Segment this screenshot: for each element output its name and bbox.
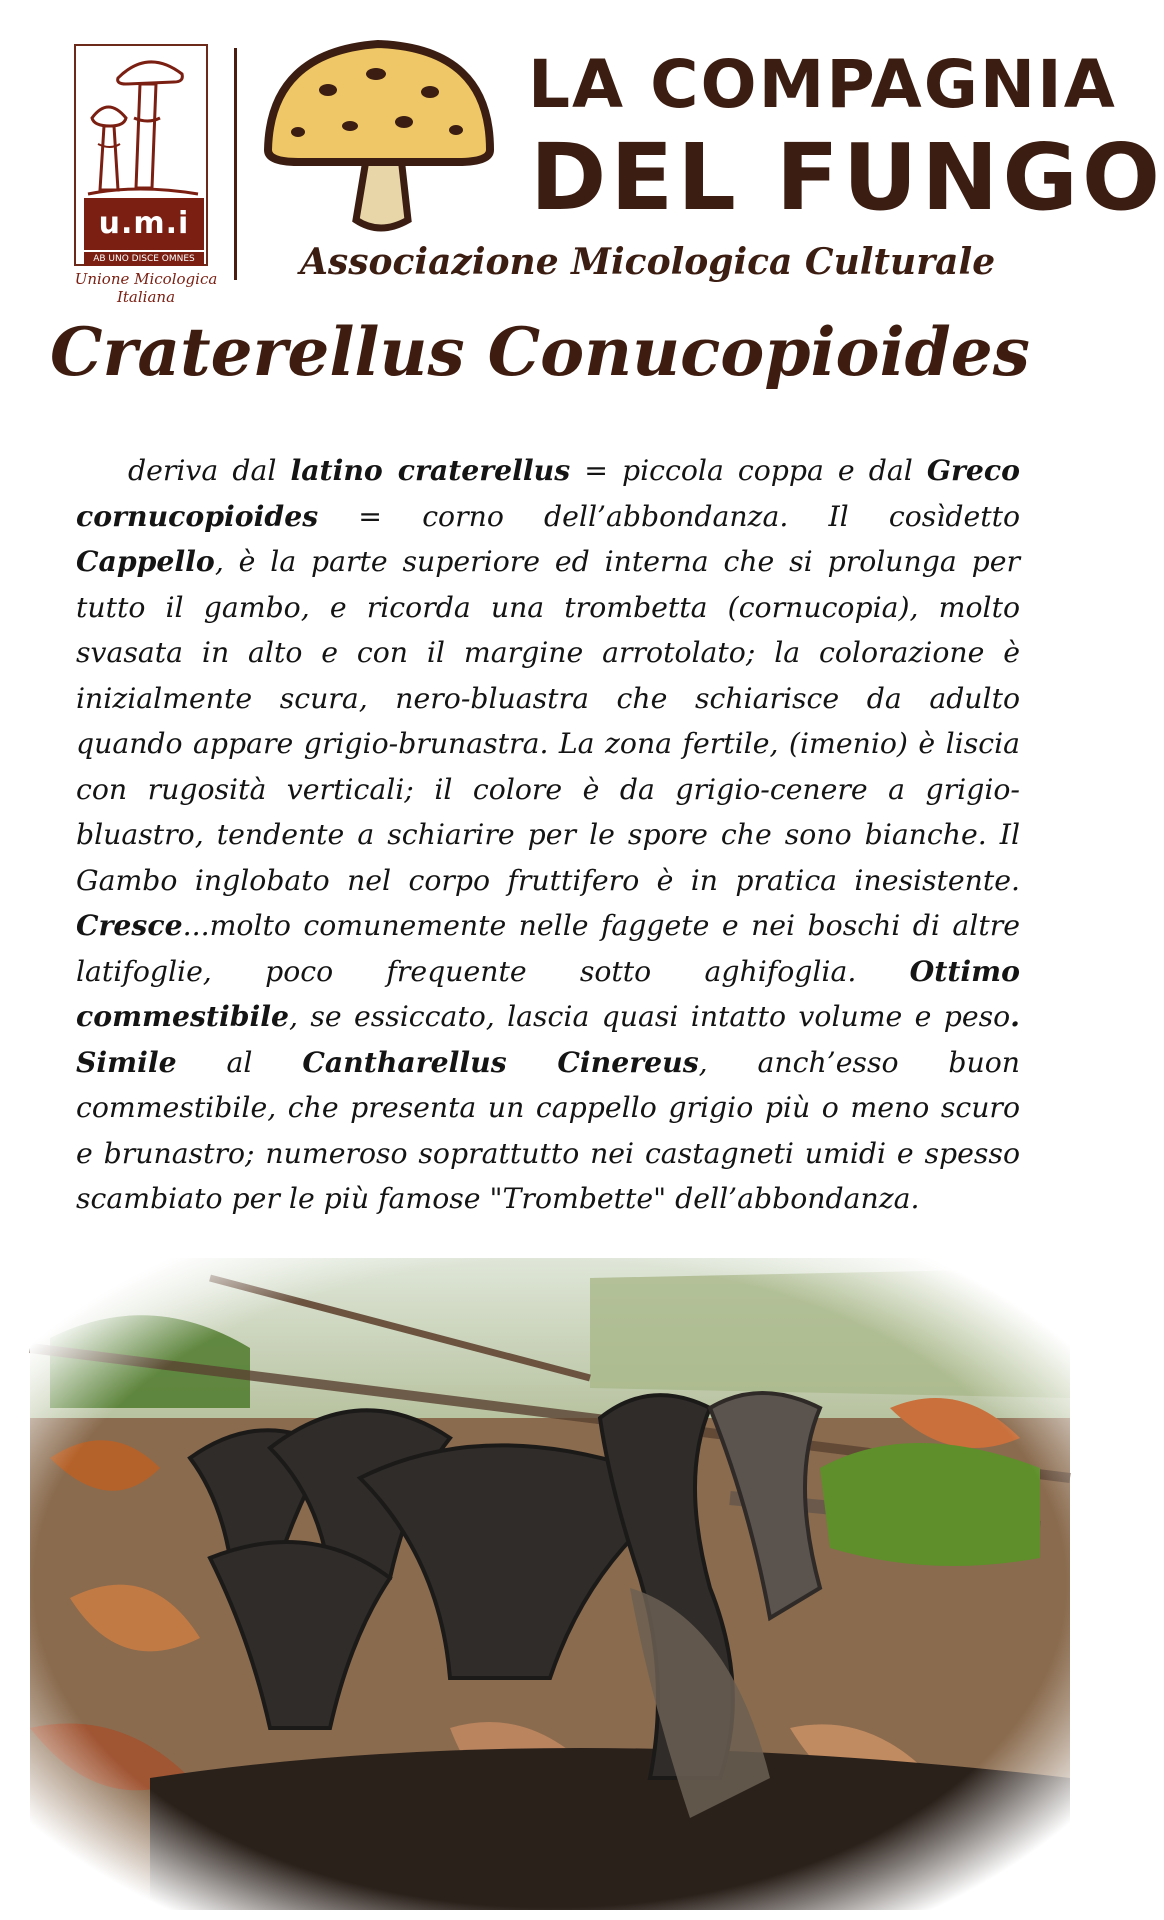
description-text: , anch’esso buon commestibile, che presenta un cappello grigio più o meno scuro e brunastro; numeroso soprattutto nei castagneti umidi e spesso scambiato per le più famose "Trombette" dell’abbondanza. [76,1045,1020,1215]
description-paragraph [76,448,1020,1222]
description-text: al [176,1045,303,1079]
umi-motto: AB UNO DISCE OMNES [84,252,204,266]
parasol-mushrooms-icon [78,48,208,198]
species-description [76,448,1020,1222]
description-text: = corno dell’abbondanza. Il cosìdetto [318,499,1020,533]
etymology-greek: Greco cornucopioides [76,453,1020,533]
umi-caption: Unione Micologica Italiana [74,270,218,306]
term-cresce: Cresce [76,908,183,942]
mushroom-photo [30,1258,1070,1910]
umi-acronym: u.m.i [84,198,204,250]
brand-name-line1: LA COMPAGNIA [528,46,1117,123]
species-title: Craterellus Conucopioides [50,313,1030,391]
description-text: , è la parte superiore ed interna che si prolunga per tutto il gambo, e ricorda una trombetta (cornucopia), molto svasata in alto e con il margine arrotolato; la colorazione è inizialmente scura, nero-bluastra che schiarisce da adulto quando appare grigio-brunastra. La zona fertile, (imenio) è liscia con rugosità verticali; il colore è da grigio-cenere a grigio-bluastro, tendente a schiarire per le spore che sono bianche. Il Gambo inglobato nel corpo fruttifero è in pratica inesistente. [76,545,1020,897]
mushroom-logo-icon [258,30,498,240]
term-edibility: Ottimo commestibile [76,953,1020,1033]
etymology-latin: latino craterellus [290,453,571,487]
description-text: = piccola coppa e dal [570,454,927,487]
description-text: ...molto comunemente nelle faggete e nei boschi di altre latifoglie, poco frequente sotto aghifoglia. [76,909,1020,988]
brand-tagline: Associazione Micologica Culturale [300,241,996,283]
term-similar-species: Cantharellus Cinereus [302,1044,699,1079]
header-divider [234,48,237,280]
header [0,0,1164,306]
brand-name-line2: DEL FUNGO [530,124,1164,231]
umi-logo-frame [74,44,208,266]
description-text: , se essiccato, lascia quasi intatto volume e peso [289,1000,1011,1033]
description-text: deriva dal [128,454,291,487]
umi-logo [72,44,212,264]
term-cappello: Cappello [76,544,215,578]
term-simile: . Simile [76,999,1020,1079]
